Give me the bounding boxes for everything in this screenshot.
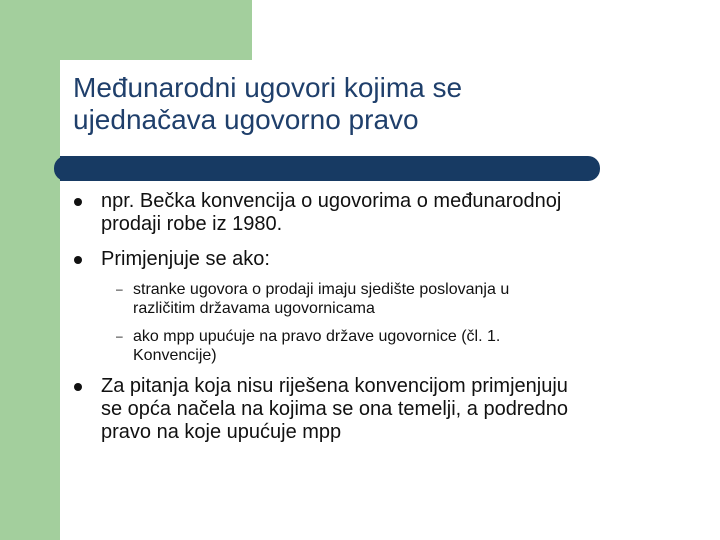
sub-bullet-line: različitim državama ugovornicama: [133, 300, 375, 317]
bullet-dot-icon: [74, 198, 82, 206]
bullet-line: prodaji robe iz 1980.: [101, 213, 283, 235]
bullet-text: [101, 248, 661, 271]
title-rule: [60, 156, 600, 181]
sub-bullet-text: [133, 327, 653, 365]
top-decor-block: [0, 0, 252, 60]
dash-icon: –: [116, 282, 123, 296]
sub-bullet-line: Konvencije): [133, 347, 217, 364]
dash-icon: –: [116, 329, 123, 343]
sub-bullet-line: ako mpp upućuje na pravo države ugovornice (čl. 1.: [133, 328, 501, 345]
bullet-line: npr. Bečka konvencija o ugovorima o međunarodnoj: [101, 190, 562, 212]
bullet-text: [101, 375, 661, 444]
slide-title-line-2: ujednačava ugovorno pravo: [73, 104, 419, 135]
bullet-dot-icon: [74, 256, 82, 264]
bullet-line: pravo na koje upućuje mpp: [101, 421, 342, 443]
bullet-text: [101, 190, 661, 236]
slide-title-line-1: Međunarodni ugovori kojima se: [73, 72, 463, 103]
sub-bullet-line: stranke ugovora o prodaji imaju sjedište poslovanja u: [133, 281, 510, 298]
bullet-line: Primjenjuje se ako:: [101, 248, 270, 270]
bullet-line: Za pitanja koja nisu riješena konvencijom primjenjuju: [101, 375, 568, 397]
left-decor-bar: [0, 0, 60, 540]
bullet-dot-icon: [74, 383, 82, 391]
slide-title: [73, 72, 633, 136]
bullet-line: se opća načela na kojima se ona temelji, a podredno: [101, 398, 568, 420]
sub-bullet-text: [133, 280, 653, 318]
